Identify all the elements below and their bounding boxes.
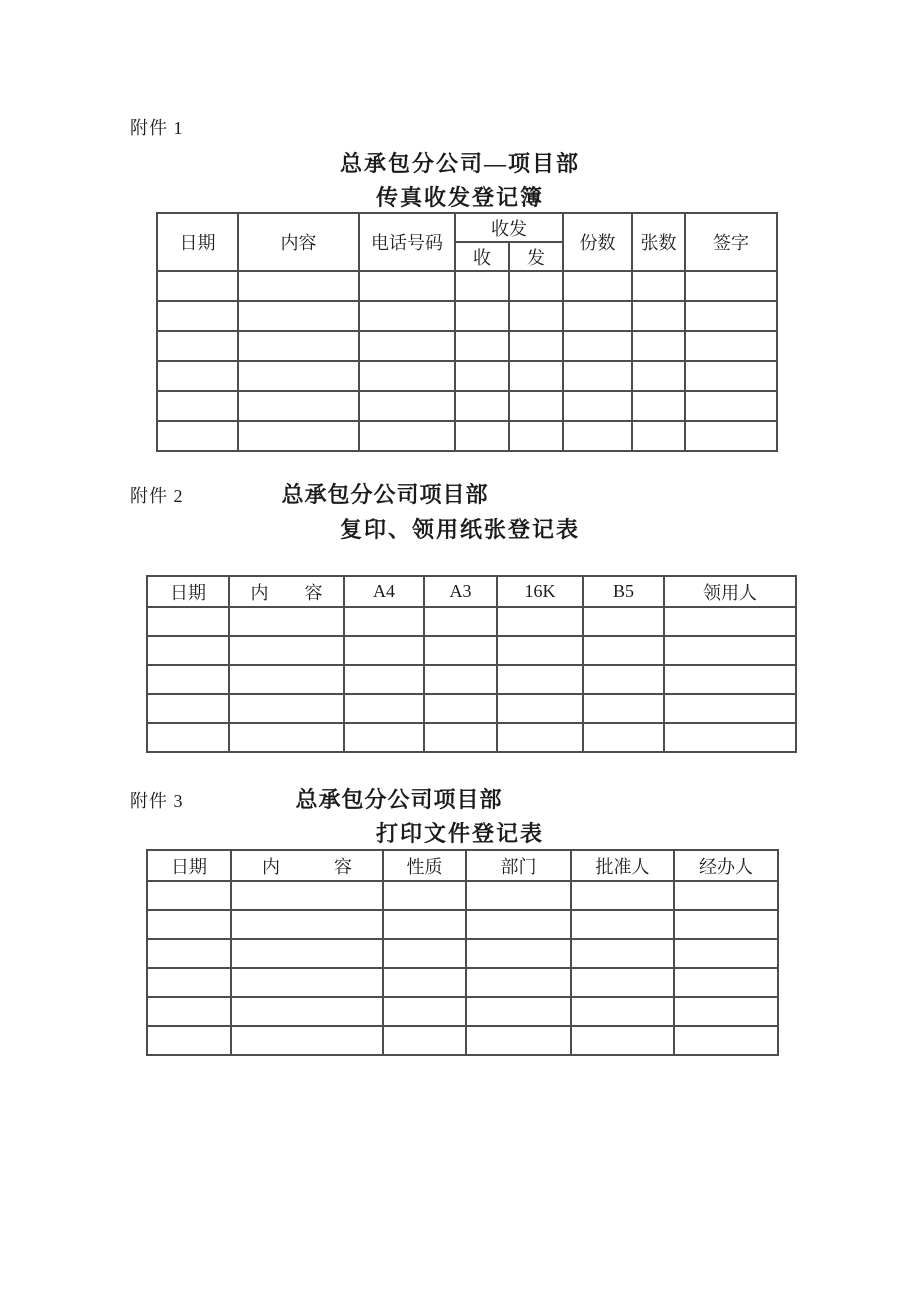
table-row bbox=[157, 361, 777, 391]
empty-cell bbox=[383, 1026, 466, 1055]
empty-cell bbox=[563, 421, 632, 451]
col-header-recipient: 领用人 bbox=[664, 576, 796, 607]
empty-cell bbox=[509, 271, 563, 301]
empty-cell bbox=[509, 361, 563, 391]
empty-cell bbox=[359, 271, 455, 301]
empty-cell bbox=[424, 607, 497, 636]
empty-cell bbox=[583, 636, 664, 665]
fax-log-table bbox=[156, 212, 778, 452]
attachment-2-label: 附件 2 bbox=[130, 486, 184, 506]
empty-cell bbox=[632, 331, 685, 361]
section-1-subtitle: 传真收发登记簿 bbox=[375, 185, 544, 210]
empty-cell bbox=[632, 271, 685, 301]
empty-cell bbox=[344, 636, 424, 665]
empty-cell bbox=[632, 361, 685, 391]
empty-cell bbox=[571, 881, 674, 910]
attachment-3-label: 附件 3 bbox=[130, 791, 184, 811]
col-header-a4: A4 bbox=[344, 576, 424, 607]
empty-cell bbox=[497, 636, 583, 665]
empty-cell bbox=[157, 271, 238, 301]
empty-cell bbox=[455, 361, 509, 391]
col-header-approver: 批准人 bbox=[571, 850, 674, 881]
empty-cell bbox=[147, 1026, 231, 1055]
empty-cell bbox=[583, 607, 664, 636]
section-1-title: 总承包分公司—项目部 bbox=[339, 151, 580, 176]
section-2-title: 总承包分公司项目部 bbox=[281, 482, 489, 507]
empty-cell bbox=[571, 997, 674, 1026]
empty-cell bbox=[238, 301, 359, 331]
empty-cell bbox=[383, 881, 466, 910]
col-header-receive-send-group: 收发 bbox=[455, 213, 563, 242]
empty-cell bbox=[231, 881, 383, 910]
col-header-date: 日期 bbox=[147, 576, 229, 607]
empty-cell bbox=[383, 910, 466, 939]
empty-cell bbox=[497, 607, 583, 636]
table-row bbox=[147, 723, 796, 752]
empty-cell bbox=[563, 301, 632, 331]
empty-cell bbox=[583, 694, 664, 723]
table-row bbox=[147, 939, 778, 968]
empty-cell bbox=[497, 723, 583, 752]
col-header-handler: 经办人 bbox=[674, 850, 778, 881]
col-header-content: 内 容 bbox=[231, 850, 383, 881]
empty-cell bbox=[509, 391, 563, 421]
attachment-2-line bbox=[130, 482, 920, 508]
col-header-copies: 份数 bbox=[563, 213, 632, 271]
empty-cell bbox=[231, 910, 383, 939]
empty-cell bbox=[509, 421, 563, 451]
col-header-nature: 性质 bbox=[383, 850, 466, 881]
empty-cell bbox=[571, 910, 674, 939]
empty-cell bbox=[359, 301, 455, 331]
table-row bbox=[157, 331, 777, 361]
empty-cell bbox=[563, 361, 632, 391]
empty-cell bbox=[344, 665, 424, 694]
empty-cell bbox=[238, 271, 359, 301]
empty-cell bbox=[571, 1026, 674, 1055]
table-row bbox=[147, 881, 778, 910]
empty-cell bbox=[359, 361, 455, 391]
empty-cell bbox=[685, 361, 777, 391]
empty-cell bbox=[238, 331, 359, 361]
col-header-date: 日期 bbox=[147, 850, 231, 881]
empty-cell bbox=[632, 391, 685, 421]
empty-cell bbox=[344, 607, 424, 636]
empty-cell bbox=[383, 997, 466, 1026]
empty-cell bbox=[383, 968, 466, 997]
section-2-subtitle: 复印、领用纸张登记表 bbox=[339, 517, 580, 542]
empty-cell bbox=[229, 723, 344, 752]
empty-cell bbox=[664, 665, 796, 694]
empty-cell bbox=[685, 391, 777, 421]
fax-log-empty-rows bbox=[157, 271, 777, 451]
empty-cell bbox=[231, 997, 383, 1026]
empty-cell bbox=[424, 665, 497, 694]
empty-cell bbox=[238, 361, 359, 391]
copy-paper-empty-rows bbox=[147, 607, 796, 752]
table-row bbox=[147, 665, 796, 694]
empty-cell bbox=[466, 881, 571, 910]
empty-cell bbox=[563, 271, 632, 301]
empty-cell bbox=[238, 421, 359, 451]
empty-cell bbox=[583, 665, 664, 694]
empty-cell bbox=[455, 391, 509, 421]
empty-cell bbox=[229, 636, 344, 665]
empty-cell bbox=[664, 723, 796, 752]
empty-cell bbox=[147, 881, 231, 910]
table-row bbox=[147, 607, 796, 636]
table-row bbox=[147, 636, 796, 665]
empty-cell bbox=[231, 1026, 383, 1055]
table-row bbox=[157, 271, 777, 301]
col-header-send: 发 bbox=[509, 242, 563, 271]
print-log-empty-rows bbox=[147, 881, 778, 1055]
empty-cell bbox=[583, 723, 664, 752]
empty-cell bbox=[157, 361, 238, 391]
empty-cell bbox=[231, 968, 383, 997]
empty-cell bbox=[674, 968, 778, 997]
empty-cell bbox=[229, 665, 344, 694]
empty-cell bbox=[157, 331, 238, 361]
attachment-3-line bbox=[130, 787, 920, 813]
empty-cell bbox=[664, 607, 796, 636]
col-header-16k: 16K bbox=[497, 576, 583, 607]
empty-cell bbox=[674, 1026, 778, 1055]
table-row bbox=[157, 391, 777, 421]
empty-cell bbox=[229, 694, 344, 723]
table-row bbox=[157, 421, 777, 451]
empty-cell bbox=[455, 301, 509, 331]
empty-cell bbox=[571, 939, 674, 968]
empty-cell bbox=[563, 331, 632, 361]
table-row bbox=[157, 301, 777, 331]
empty-cell bbox=[674, 939, 778, 968]
empty-cell bbox=[466, 939, 571, 968]
empty-cell bbox=[685, 421, 777, 451]
empty-cell bbox=[344, 723, 424, 752]
empty-cell bbox=[157, 391, 238, 421]
empty-cell bbox=[147, 607, 229, 636]
col-header-date: 日期 bbox=[157, 213, 238, 271]
empty-cell bbox=[664, 636, 796, 665]
empty-cell bbox=[229, 607, 344, 636]
col-header-phone-number: 电话号码 bbox=[359, 213, 455, 271]
empty-cell bbox=[383, 939, 466, 968]
col-header-content: 内容 bbox=[238, 213, 359, 271]
empty-cell bbox=[563, 391, 632, 421]
empty-cell bbox=[685, 301, 777, 331]
empty-cell bbox=[455, 421, 509, 451]
empty-cell bbox=[466, 968, 571, 997]
empty-cell bbox=[231, 939, 383, 968]
table-row bbox=[147, 910, 778, 939]
empty-cell bbox=[344, 694, 424, 723]
col-header-receive: 收 bbox=[455, 242, 509, 271]
attachment-1-line bbox=[130, 118, 920, 138]
table-row bbox=[147, 968, 778, 997]
empty-cell bbox=[147, 636, 229, 665]
empty-cell bbox=[238, 391, 359, 421]
col-header-a3: A3 bbox=[424, 576, 497, 607]
empty-cell bbox=[147, 665, 229, 694]
empty-cell bbox=[147, 939, 231, 968]
col-header-b5: B5 bbox=[583, 576, 664, 607]
col-header-sheets: 张数 bbox=[632, 213, 685, 271]
section-3-title: 总承包分公司项目部 bbox=[295, 787, 503, 812]
empty-cell bbox=[509, 301, 563, 331]
copy-paper-table bbox=[146, 575, 797, 753]
empty-cell bbox=[424, 723, 497, 752]
empty-cell bbox=[424, 694, 497, 723]
table-row bbox=[147, 997, 778, 1026]
empty-cell bbox=[455, 331, 509, 361]
empty-cell bbox=[509, 331, 563, 361]
empty-cell bbox=[466, 1026, 571, 1055]
empty-cell bbox=[571, 968, 674, 997]
empty-cell bbox=[359, 391, 455, 421]
section-3-subtitle: 打印文件登记表 bbox=[375, 821, 544, 846]
empty-cell bbox=[359, 421, 455, 451]
empty-cell bbox=[685, 271, 777, 301]
empty-cell bbox=[466, 997, 571, 1026]
empty-cell bbox=[147, 997, 231, 1026]
empty-cell bbox=[157, 301, 238, 331]
empty-cell bbox=[147, 723, 229, 752]
empty-cell bbox=[685, 331, 777, 361]
empty-cell bbox=[497, 665, 583, 694]
empty-cell bbox=[664, 694, 796, 723]
empty-cell bbox=[674, 997, 778, 1026]
col-header-signature: 签字 bbox=[685, 213, 777, 271]
empty-cell bbox=[466, 910, 571, 939]
empty-cell bbox=[455, 271, 509, 301]
empty-cell bbox=[632, 421, 685, 451]
empty-cell bbox=[147, 968, 231, 997]
empty-cell bbox=[359, 331, 455, 361]
empty-cell bbox=[674, 910, 778, 939]
empty-cell bbox=[147, 910, 231, 939]
empty-cell bbox=[497, 694, 583, 723]
table-row bbox=[147, 694, 796, 723]
table-row bbox=[147, 1026, 778, 1055]
empty-cell bbox=[157, 421, 238, 451]
empty-cell bbox=[632, 301, 685, 331]
empty-cell bbox=[424, 636, 497, 665]
attachment-1-label: 附件 1 bbox=[130, 118, 184, 138]
col-header-department: 部门 bbox=[466, 850, 571, 881]
col-header-content: 内 容 bbox=[229, 576, 344, 607]
print-log-table bbox=[146, 849, 779, 1056]
empty-cell bbox=[147, 694, 229, 723]
empty-cell bbox=[674, 881, 778, 910]
